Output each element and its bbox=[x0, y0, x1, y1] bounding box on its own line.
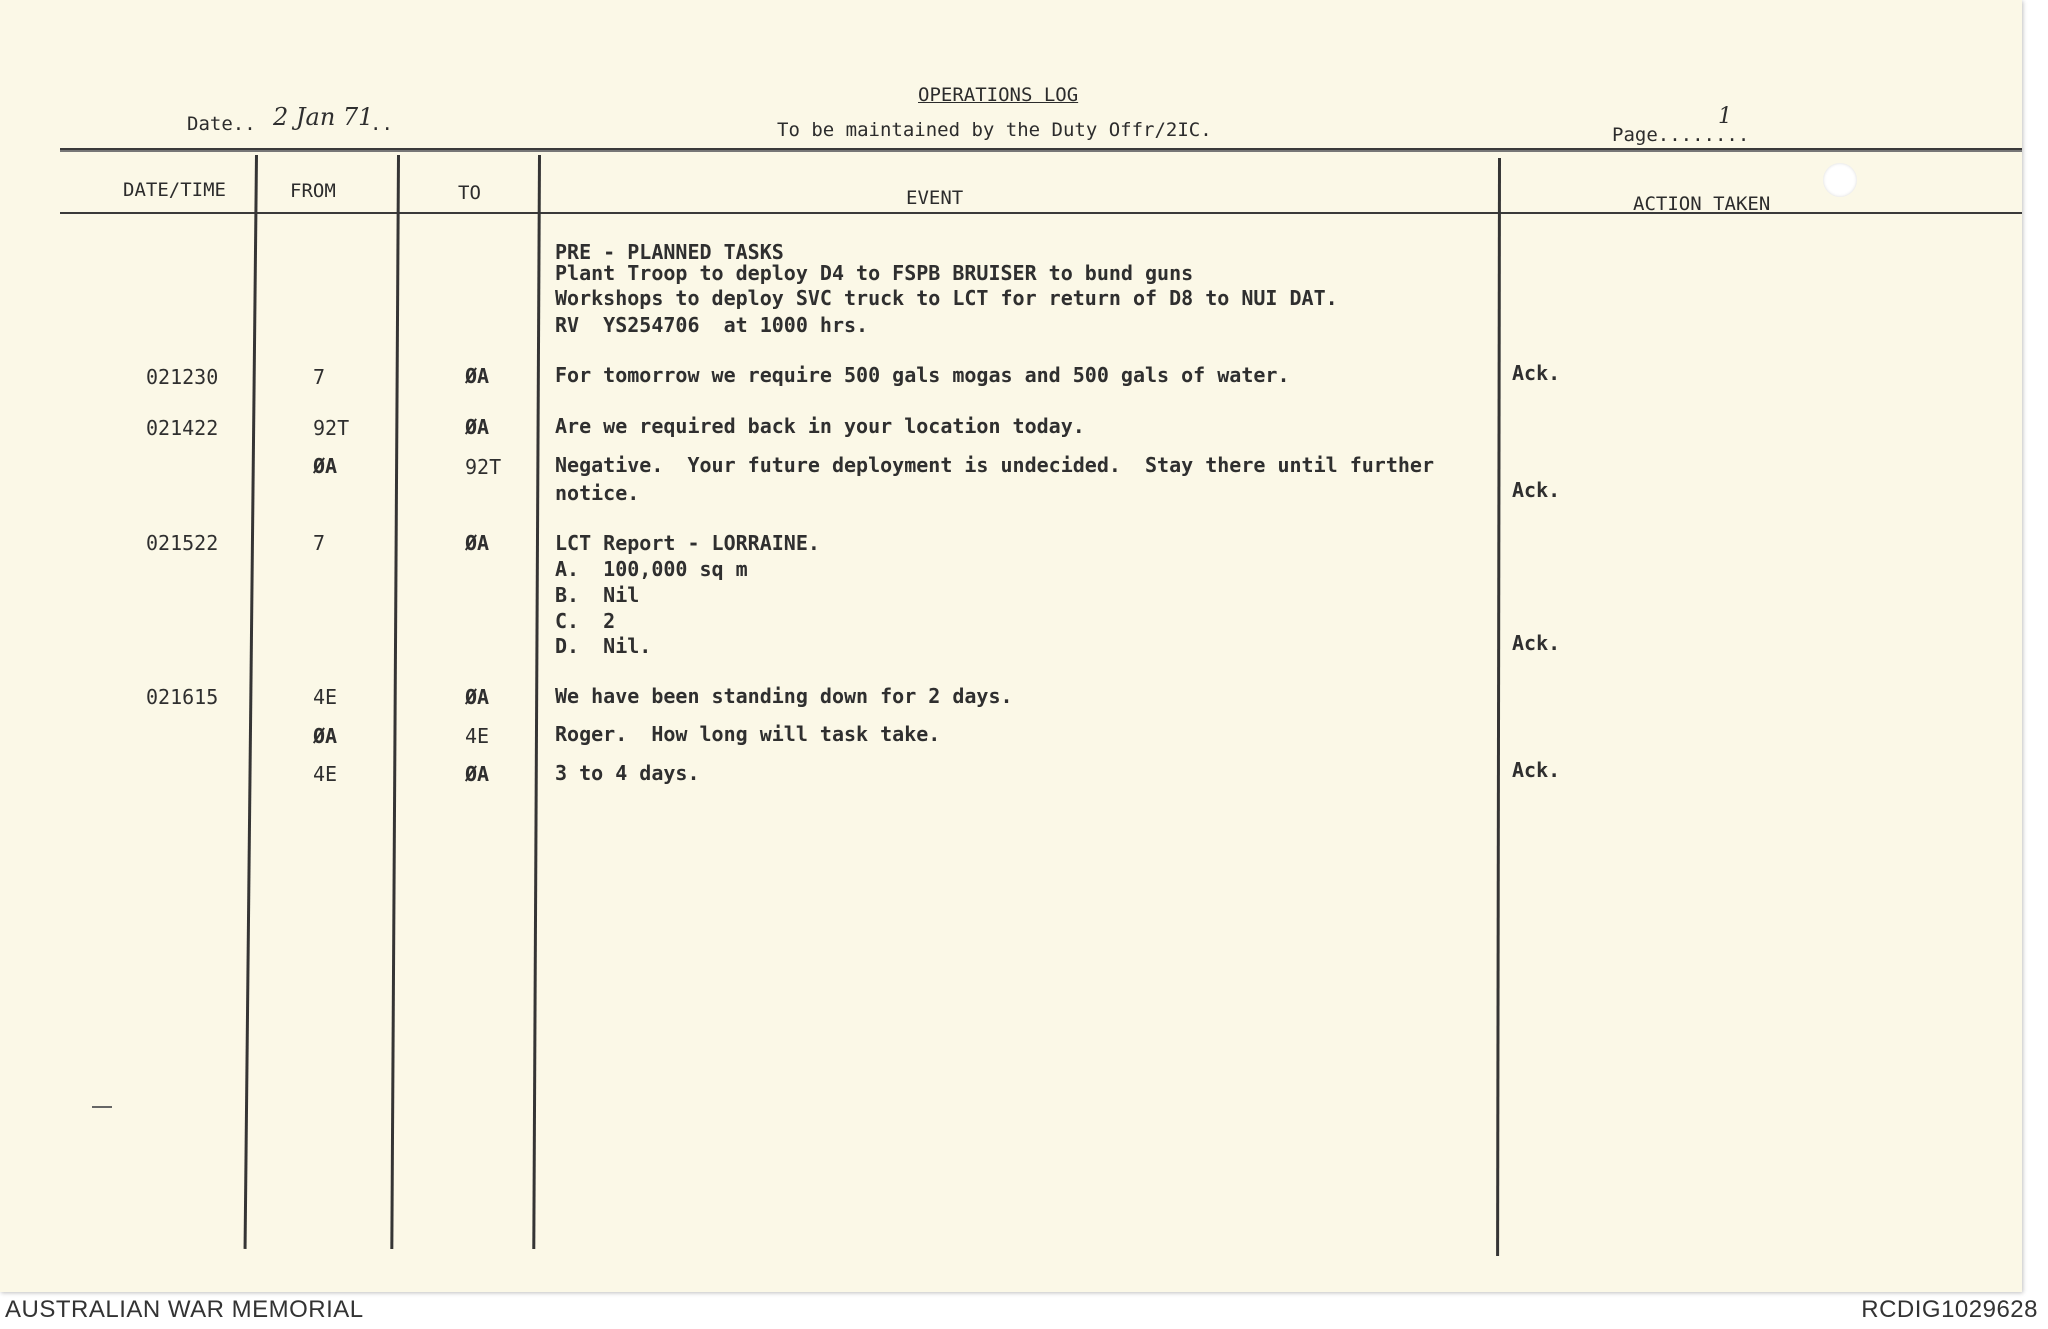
entry-from: ØA bbox=[313, 724, 338, 748]
col-header-action: ACTION TAKEN bbox=[1633, 193, 1771, 215]
preplanned-line: Workshops to deploy SVC truck to LCT for return of D8 to NUI DAT. bbox=[555, 286, 1338, 310]
entry-to: ØA bbox=[465, 531, 490, 555]
entry-event-line: We have been standing down for 2 days. bbox=[555, 684, 1013, 708]
entry-from: 7 bbox=[313, 365, 326, 389]
entry-action: Ack. bbox=[1512, 478, 1561, 502]
entry-event-line: For tomorrow we require 500 gals mogas and 500 gals of water. bbox=[555, 363, 1290, 387]
entry-time: 021422 bbox=[146, 416, 219, 440]
entry-event-line: B. Nil bbox=[555, 583, 640, 607]
entry-event-line: C. 2 bbox=[555, 609, 616, 633]
archive-credit: AUSTRALIAN WAR MEMORIAL bbox=[5, 1296, 364, 1323]
entry-event-line: LCT Report - LORRAINE. bbox=[555, 531, 820, 555]
entry-to: 92T bbox=[465, 455, 502, 479]
entry-action: Ack. bbox=[1512, 758, 1561, 782]
date-trail: .. bbox=[370, 113, 393, 135]
entry-action: Ack. bbox=[1512, 631, 1561, 655]
margin-mark bbox=[92, 1106, 112, 1108]
column-divider-1 bbox=[244, 155, 258, 1249]
log-title: OPERATIONS LOG bbox=[918, 84, 1079, 106]
entry-event-line: notice. bbox=[555, 481, 640, 505]
entry-action: Ack. bbox=[1512, 361, 1561, 385]
entry-event-line: A. 100,000 sq m bbox=[555, 557, 748, 581]
column-divider-4 bbox=[1496, 158, 1501, 1256]
table-top-rule-shadow bbox=[60, 150, 2022, 152]
entry-event-line: Negative. Your future deployment is undecided. Stay there until further bbox=[555, 453, 1434, 477]
page-label: Page........ bbox=[1612, 124, 1750, 146]
date-label: Date.. bbox=[187, 113, 256, 135]
col-header-to: TO bbox=[458, 182, 481, 204]
preplanned-line: RV YS254706 at 1000 hrs. bbox=[555, 313, 869, 337]
entry-to: ØA bbox=[465, 762, 490, 786]
entry-time: 021522 bbox=[146, 531, 219, 555]
entry-event-line: Roger. How long will task take. bbox=[555, 722, 941, 746]
entry-time: 021230 bbox=[146, 365, 219, 389]
date-value: 2 Jan 71 bbox=[273, 103, 374, 131]
entry-to: ØA bbox=[465, 364, 490, 388]
entry-from: 7 bbox=[313, 531, 326, 555]
entry-from: 4E bbox=[313, 762, 338, 786]
entry-from: 4E bbox=[313, 685, 338, 709]
entry-to: ØA bbox=[465, 685, 490, 709]
entry-event-line: Are we required back in your location today. bbox=[555, 414, 1085, 438]
entry-time: 021615 bbox=[146, 685, 219, 709]
col-header-datetime: DATE/TIME bbox=[123, 179, 226, 201]
column-divider-2 bbox=[390, 155, 400, 1249]
preplanned-line: Plant Troop to deploy D4 to FSPB BRUISER to bund guns bbox=[555, 261, 1194, 285]
entry-event-line: 3 to 4 days. bbox=[555, 761, 700, 785]
column-divider-3 bbox=[532, 155, 541, 1249]
entry-from: ØA bbox=[313, 454, 338, 478]
entry-to: 4E bbox=[465, 724, 490, 748]
entry-from: 92T bbox=[313, 416, 350, 440]
log-subtitle: To be maintained by the Duty Offr/2IC. bbox=[777, 119, 1212, 141]
col-header-event: EVENT bbox=[906, 187, 964, 209]
entry-to: ØA bbox=[465, 415, 490, 439]
page-number: 1 bbox=[1718, 104, 1732, 129]
punch-hole bbox=[1823, 163, 1857, 197]
col-header-from: FROM bbox=[290, 180, 336, 202]
entry-event-line: D. Nil. bbox=[555, 634, 652, 658]
preplanned-heading: PRE - PLANNED TASKS bbox=[555, 240, 784, 264]
archive-id: RCDIG1029628 bbox=[1861, 1296, 2038, 1323]
